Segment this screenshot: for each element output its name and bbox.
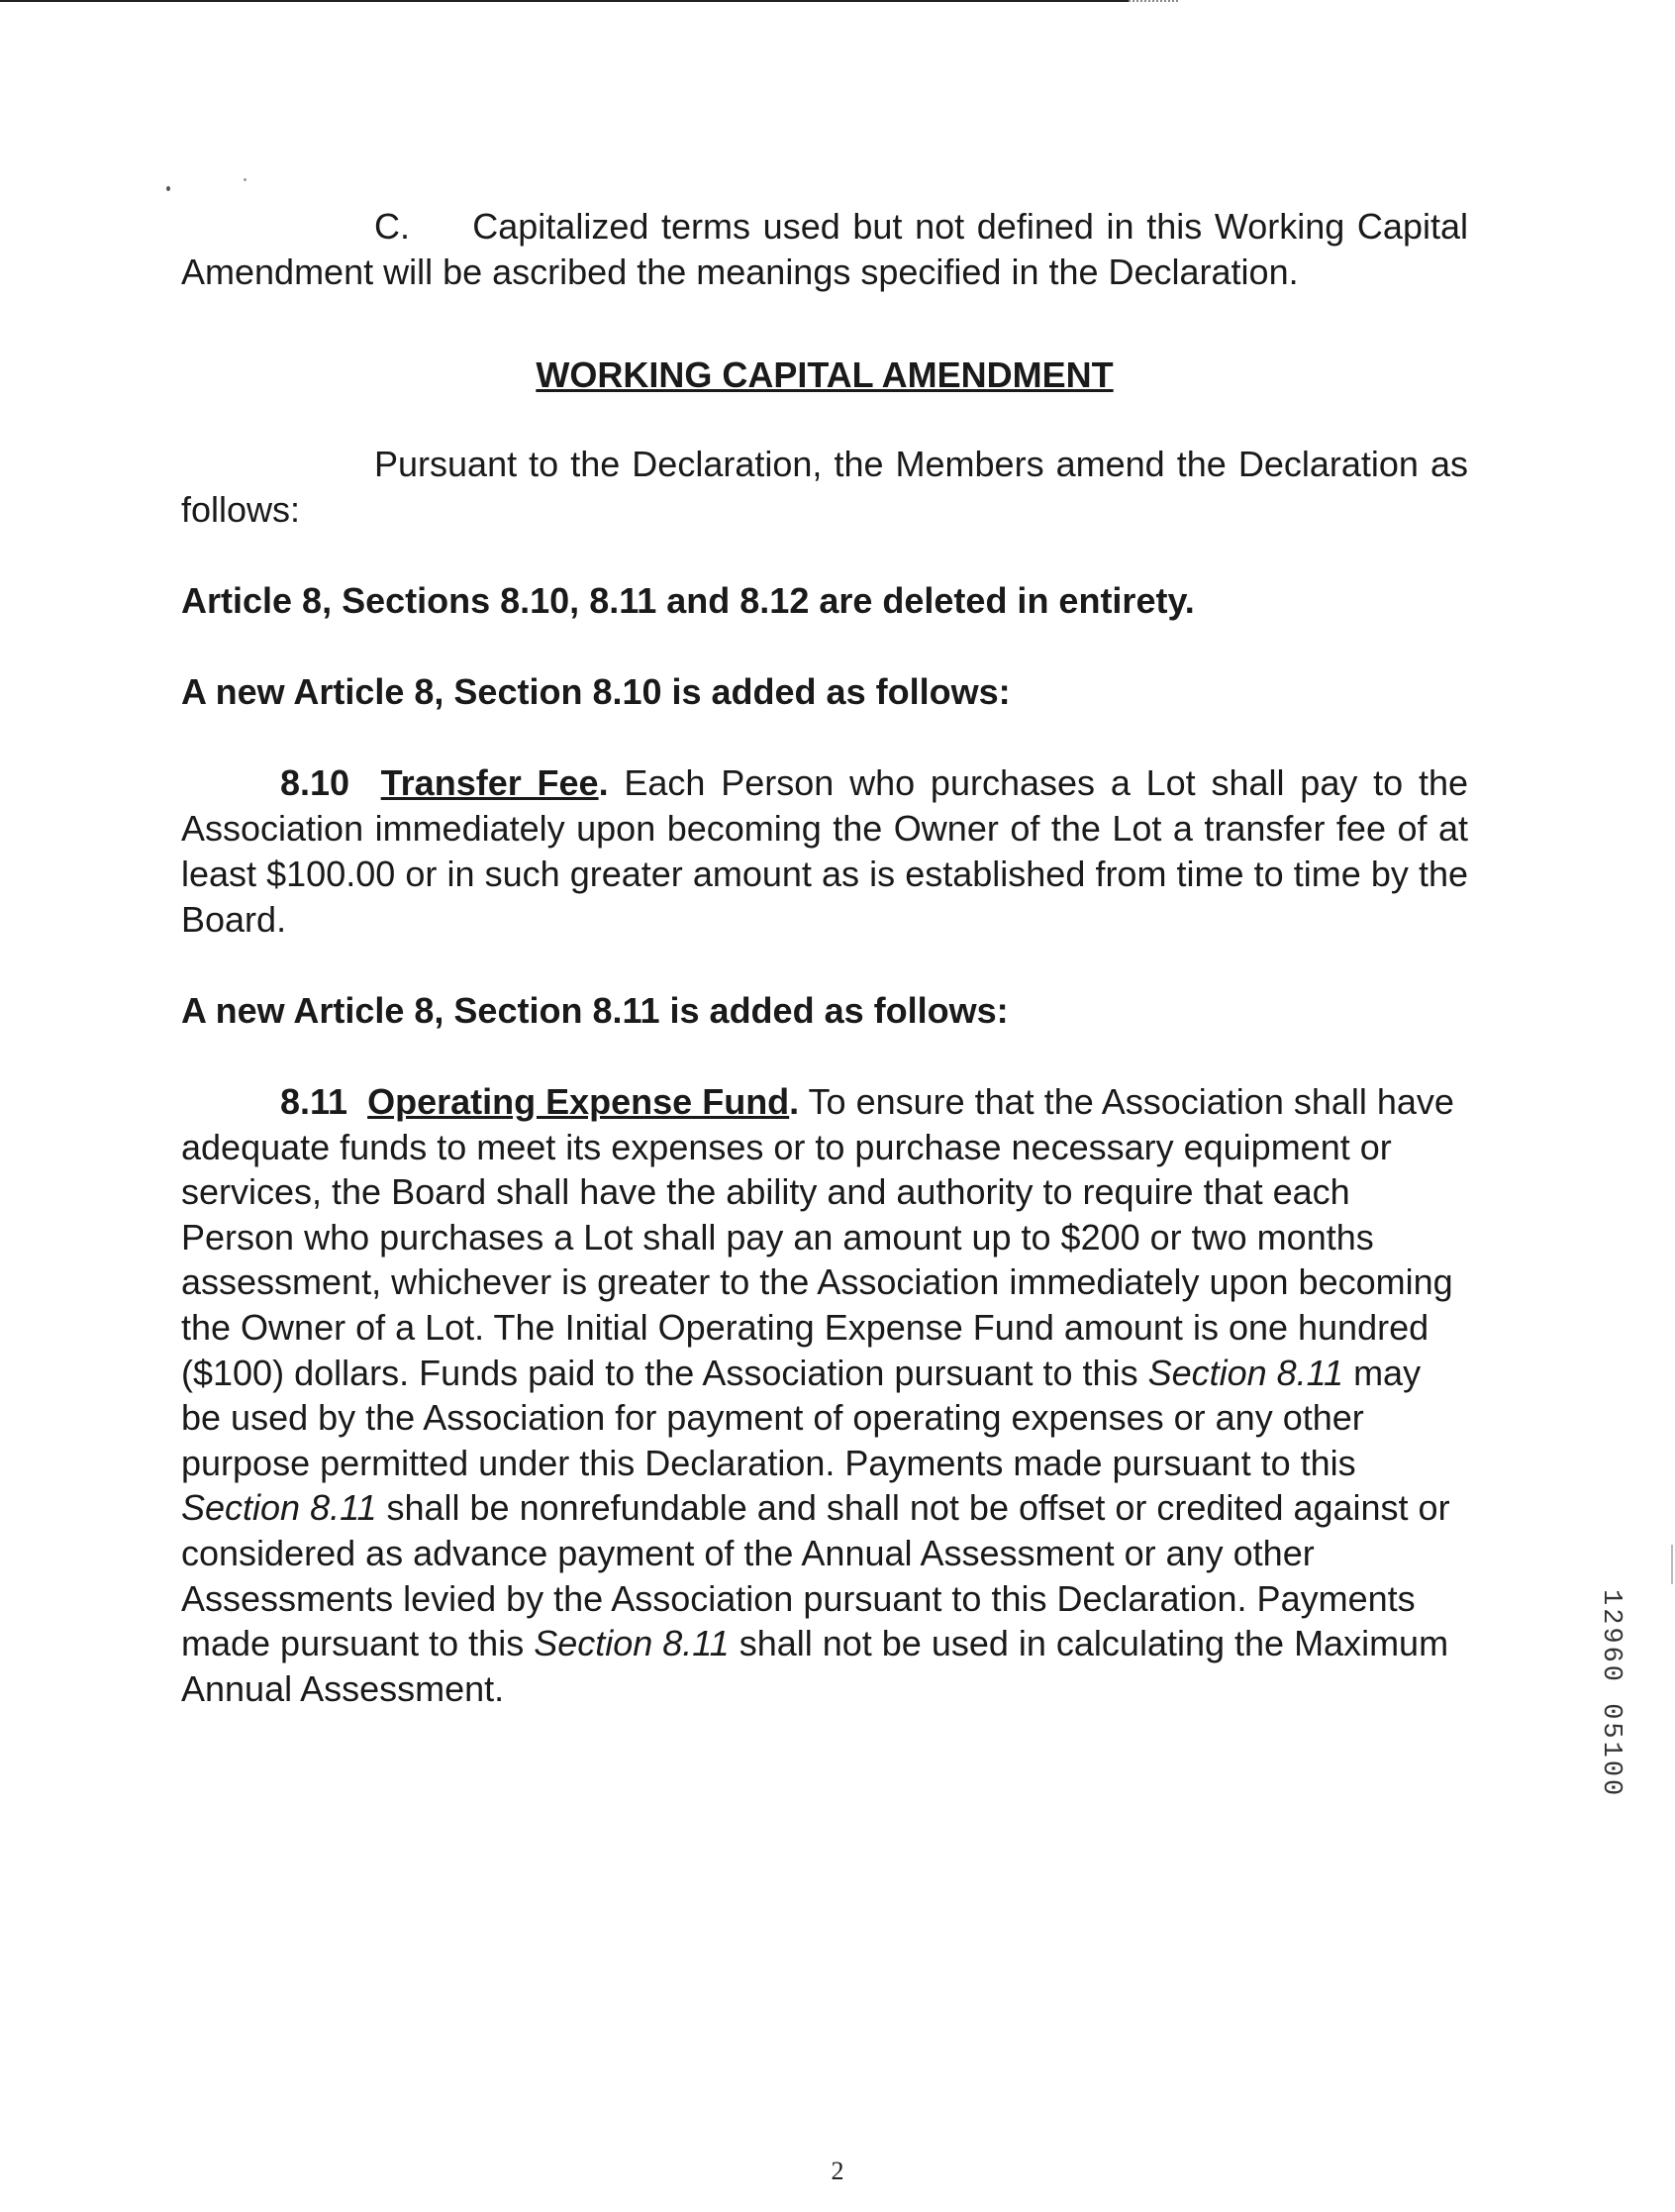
section-810-body: Each Person who purchases a Lot shall pay to the Association immediately upon becoming the Owner of the Lot a transfer fee of at least $100.00 or in such greater amount as is established from time to time by the Board.: [181, 762, 1468, 940]
section-811-ref-1: Section 8.11: [1147, 1352, 1344, 1393]
section-811-paragraph: [181, 1079, 1458, 1711]
section-811-number: 8.11: [280, 1081, 348, 1122]
section-811-ref-3: Section 8.11: [534, 1623, 730, 1664]
top-scan-rule: [0, 0, 1129, 2]
scan-edge-mark: [1671, 1545, 1673, 1584]
deleted-sections-line: Article 8, Sections 8.10, 8.11 and 8.12 are deleted in entirety.: [181, 580, 1195, 621]
scan-speck: [244, 178, 246, 181]
section-810-paragraph: [181, 760, 1468, 943]
new-section-810-line: A new Article 8, Section 8.10 is added as follows:: [181, 671, 1011, 712]
top-scan-rule-dotted: [1129, 0, 1178, 2]
item-c-text: Capitalized terms used but not defined in this Working Capital Amendment will be ascribed the meanings specified in the Declaration.: [181, 206, 1468, 292]
page-title: WORKING CAPITAL AMENDMENT: [536, 354, 1114, 395]
section-811-body-3: shall be nonrefundable and shall not be offset or credited against or considered as advance payment of the Annual Assessment or any other Assessments levied by the Association pursuant to this Declaration. Payments made pursuant to this: [181, 1487, 1450, 1664]
new-section-811-line: A new Article 8, Section 8.11 is added as follows:: [181, 990, 1009, 1031]
section-811-title: Operating Expense Fund: [367, 1081, 790, 1122]
section-810-number: 8.10: [280, 762, 350, 803]
section-810-title-period: .: [598, 762, 609, 803]
section-811-body-1: To ensure that the Association shall have adequate funds to meet its expenses or to purchase necessary equipment or services, the Board shall have the ability and authority to require that each Person who purchases a Lot shall pay an amount up to $200 or two months assessment, whichever is greater to the Association immediately upon becoming the Owner of a Lot. The Initial Operating Expense Fund amount is one hundred ($100) dollars. Funds paid to the Association pursuant to this: [181, 1081, 1454, 1393]
item-c-paragraph: [181, 204, 1468, 295]
scan-speck: [166, 186, 170, 191]
margin-stamp-number: 12960 05100: [1596, 1589, 1626, 1799]
section-811-ref-2: Section 8.11: [181, 1487, 377, 1529]
document-page: [181, 204, 1468, 1711]
section-811-body-4: shall not be used in calculating the Maximum Annual Assessment.: [181, 1623, 1449, 1709]
pursuant-paragraph: Pursuant to the Declaration, the Members amend the Declaration as follows:: [181, 444, 1468, 530]
section-811-title-period: .: [789, 1081, 800, 1122]
item-c-label: C.: [374, 206, 410, 247]
page-number: 2: [831, 2157, 844, 2185]
section-810-title: Transfer Fee: [380, 762, 599, 803]
section-811-body-2: may be used by the Association for payment of operating expenses or any other purpose permitted under this Declaration. Payments made pursuant to this: [181, 1352, 1422, 1483]
